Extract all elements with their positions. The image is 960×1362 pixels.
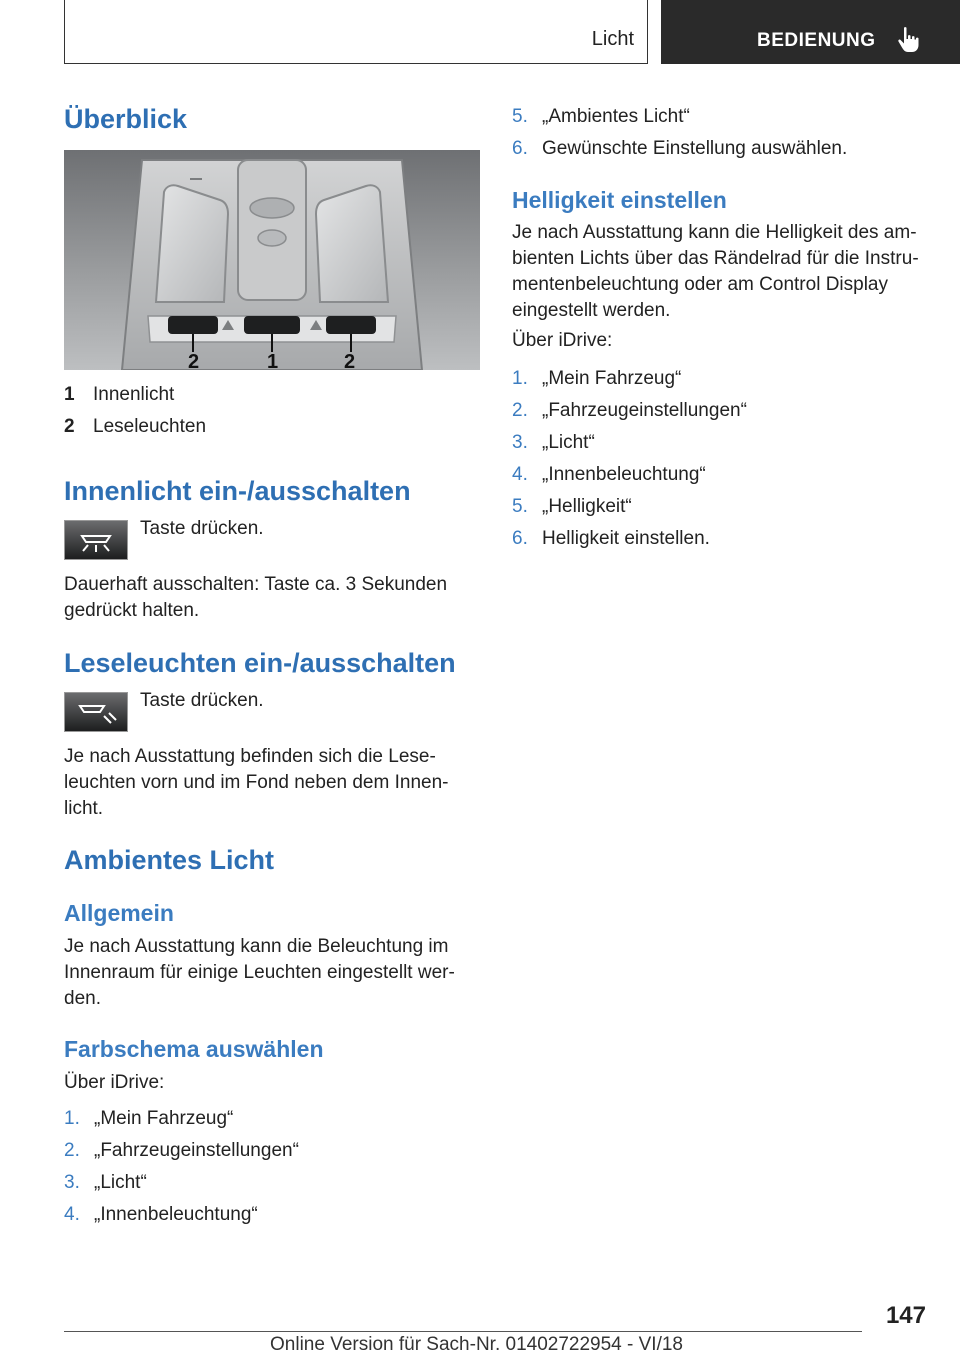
- interior-light-note: Dauerhaft ausschalten: Taste ca. 3 Sekunden gedrückt halten.: [64, 574, 448, 621]
- brightness-step-text: „Innenbeleuchtung“: [542, 464, 706, 485]
- color-scheme-intro: Über iDrive:: [64, 1072, 165, 1093]
- footer-version-text: Online Version für Sach-Nr. 01402722954 - VI/18: [270, 1334, 683, 1355]
- brightness-intro: Über iDrive:: [512, 330, 613, 351]
- footer-divider: [64, 1331, 862, 1332]
- ambient-general-text: Je nach Ausstattung kann die Beleuchtung im Innenraum für einige Leuchten eingestellt werden.: [64, 936, 455, 1009]
- interior-light-instruction: Taste drücken.: [140, 518, 264, 539]
- brightness-text: Je nach Ausstattung kann die Helligkeit des ambienten Lichts über das Rändelrad für die Instrumentenbeleuchtung oder am Control Display eingestellt werden.: [512, 222, 919, 321]
- photo-label-2-left: 2: [188, 351, 200, 370]
- overview-heading: Überblick: [64, 104, 188, 134]
- overhead-console-photo: [64, 150, 480, 370]
- page-number: 147: [885, 1302, 926, 1329]
- color-step-text: „Fahrzeugeinstellungen“: [94, 1140, 299, 1161]
- photo-label-1: 1: [267, 351, 279, 370]
- legend-text-2: Leseleuchten: [93, 416, 207, 437]
- photo-label-2-right: 2: [344, 351, 356, 370]
- header-chapter-tab[interactable]: [661, 0, 960, 64]
- brightness-step-number: 3.: [512, 432, 528, 453]
- brightness-step-number: 5.: [512, 496, 528, 517]
- legend-text-1: Innenlicht: [93, 384, 175, 405]
- brightness-step-number: 1.: [512, 368, 528, 389]
- color-step-number: 6.: [512, 138, 528, 159]
- color-step-text: „Innenbeleuchtung“: [94, 1204, 258, 1225]
- color-step-text: Gewünschte Einstellung auswählen.: [542, 138, 848, 159]
- header-section-title: Licht: [591, 28, 634, 50]
- pointing-hand-icon: [897, 26, 921, 54]
- brightness-heading: Helligkeit einstellen: [512, 187, 727, 213]
- brightness-step-number: 2.: [512, 400, 528, 421]
- interior-light-heading: Innenlicht ein-/ausschalten: [64, 476, 411, 506]
- reading-lights-instruction: Taste drücken.: [140, 690, 264, 711]
- color-step-number: 2.: [64, 1140, 80, 1161]
- ambient-light-heading: Ambientes Licht: [64, 845, 275, 875]
- color-step-text: „Mein Fahrzeug“: [94, 1108, 234, 1129]
- header-section-box: [64, 0, 648, 64]
- color-step-number: 3.: [64, 1172, 80, 1193]
- ambient-general-heading: Allgemein: [64, 900, 174, 926]
- color-scheme-heading: Farbschema auswählen: [64, 1036, 324, 1062]
- brightness-step-text: „Licht“: [542, 432, 595, 453]
- brightness-step-number: 4.: [512, 464, 528, 485]
- legend-number-2: 2: [64, 416, 75, 437]
- reading-light-button-icon: [64, 692, 128, 732]
- color-step-number: 5.: [512, 106, 528, 127]
- brightness-step-text: Helligkeit einstellen.: [542, 528, 710, 549]
- color-step-number: 4.: [64, 1204, 80, 1225]
- legend-number-1: 1: [64, 384, 75, 405]
- reading-lights-heading: Leseleuchten ein-/ausschalten: [64, 648, 456, 678]
- brightness-step-text: „Helligkeit“: [542, 496, 632, 517]
- reading-lights-note: Je nach Ausstattung befinden sich die Leseleuchten vorn und im Fond neben dem Innenlicht.: [64, 746, 449, 819]
- brightness-step-text: „Fahrzeugeinstellungen“: [542, 400, 747, 421]
- interior-light-button-icon: [64, 520, 128, 560]
- color-step-number: 1.: [64, 1108, 80, 1129]
- brightness-step-number: 6.: [512, 528, 528, 549]
- brightness-step-text: „Mein Fahrzeug“: [542, 368, 682, 389]
- color-step-text: „Licht“: [94, 1172, 147, 1193]
- color-step-text: „Ambientes Licht“: [542, 106, 690, 127]
- header-chapter-label: BEDIENUNG: [757, 30, 876, 51]
